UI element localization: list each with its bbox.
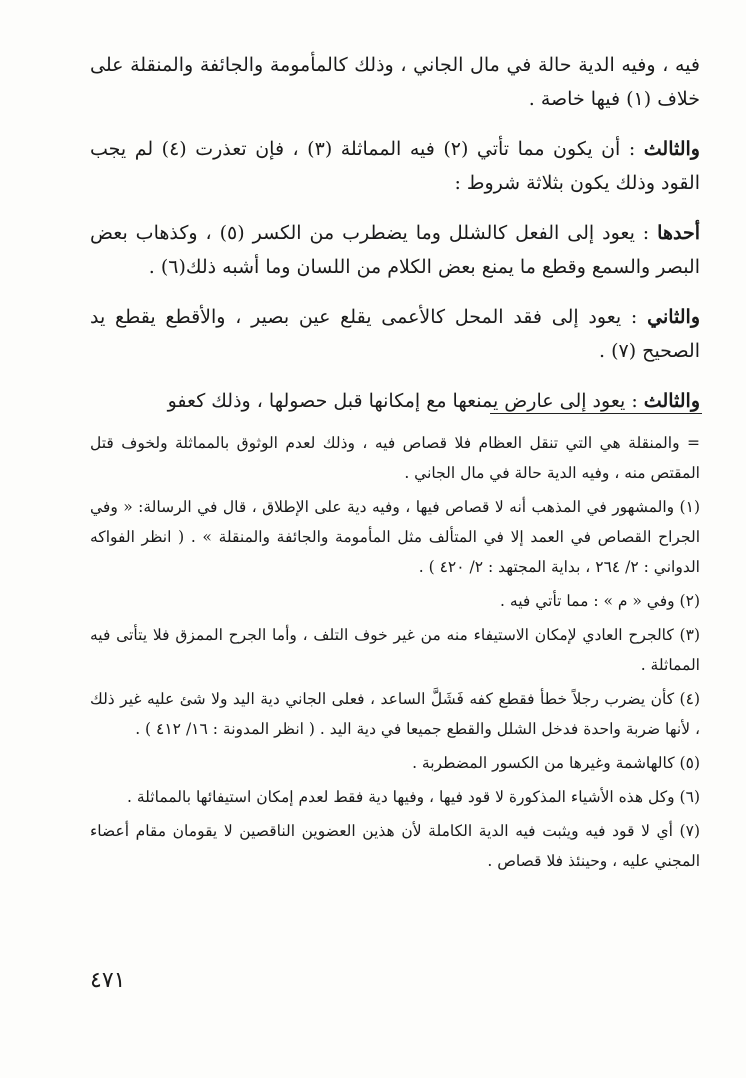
footnote: (١) والمشهور في المذهب أنه لا قصاص فيها ، وفيه دية على الإطلاق ، قال في الرسالة: « وفي الجراح القصاص في العمد إلا في المتألف مثل المأمومة والجائفة والمنقلة » . ( انظر الفواكه الدواني : ٢/ ٢٦٤ ، بداية المجتهد : ٢/ ٤٢٠ ) . <box>90 498 700 576</box>
paragraph-2: والثالث : أن يكون مما تأتي (٢) فيه المماثلة (٣) ، فإن تعذرت (٤) لم يجب القود وذلك يكون بثلاثة شروط : <box>90 138 700 194</box>
footnote: (٧) أي لا قود فيه ويثبت فيه الدية الكاملة لأن هذين العضوين الناقصين لا يقومان مقام أعضاء المجني عليه ، وحينئذ فلا قصاص . <box>90 822 700 870</box>
paragraph-4: والثاني : يعود إلى فقد المحل كالأعمى يقلع عين بصير ، والأقطع يقطع يد الصحيح (٧) . <box>90 306 701 362</box>
paragraph-2-heading: والثالث <box>643 138 700 160</box>
paragraph-5: والثالث : يعود إلى عارض يمنعها مع إمكانها قبل حصولها ، وذلك كعفو <box>167 390 700 412</box>
footnote: (٥) كالهاشمة وغيرها من الكسور المضطربة . <box>412 754 700 772</box>
paragraph-4-heading: والثاني <box>647 306 701 328</box>
paragraph-5-heading: والثالث <box>643 390 700 412</box>
footnote: (٢) وفي « م » : مما تأتي فيه . <box>500 592 700 610</box>
paragraph-1: فيه ، وفيه الدية حالة في مال الجاني ، وذلك كالمأمومة والجائفة والمنقلة على خلاف (١) فيها خاصة . <box>90 54 700 110</box>
footnote: (٤) كأن يضرب رجلاً خطأ فقطع كفه فَشَلَّ الساعد ، فعلى الجاني دية اليد ولا شئ عليه غير ذلك ، لأنها ضربة واحدة فدخل الشلل والقطع جميعا في دية اليد . ( انظر المدونة : ١٦/ ٤١٢ ) . <box>90 690 700 738</box>
footnote: (٣) كالجرح العادي لإمكان الاستيفاء منه من غير خوف التلف ، وأما الجرح الممزق فلا يتأتى فيه المماثلة . <box>90 626 700 674</box>
footnote: (٦) وكل هذه الأشياء المذكورة لا قود فيها ، وفيها دية فقط لعدم إمكان استيفائها بالمماثلة . <box>127 788 700 806</box>
footnote-separator <box>490 413 702 414</box>
footnote: = والمنقلة هي التي تنقل العظام فلا قصاص فيه ، وذلك لعدم الوثوق بالمماثلة ولخوف قتل المقتص منه ، وفيه الدية حالة في مال الجاني . <box>90 434 700 482</box>
paragraph-3: أحدها : يعود إلى الفعل كالشلل وما يضطرب من الكسر (٥) ، وكذهاب بعض البصر والسمع وقطع ما يمنع بعض الكلام من اللسان وما أشبه ذلك(٦) . <box>90 222 700 278</box>
footnotes <box>90 428 700 880</box>
main-text <box>90 48 700 434</box>
paragraph-3-heading: أحدها <box>657 222 700 244</box>
page-number: ٤٧١ <box>90 968 126 993</box>
